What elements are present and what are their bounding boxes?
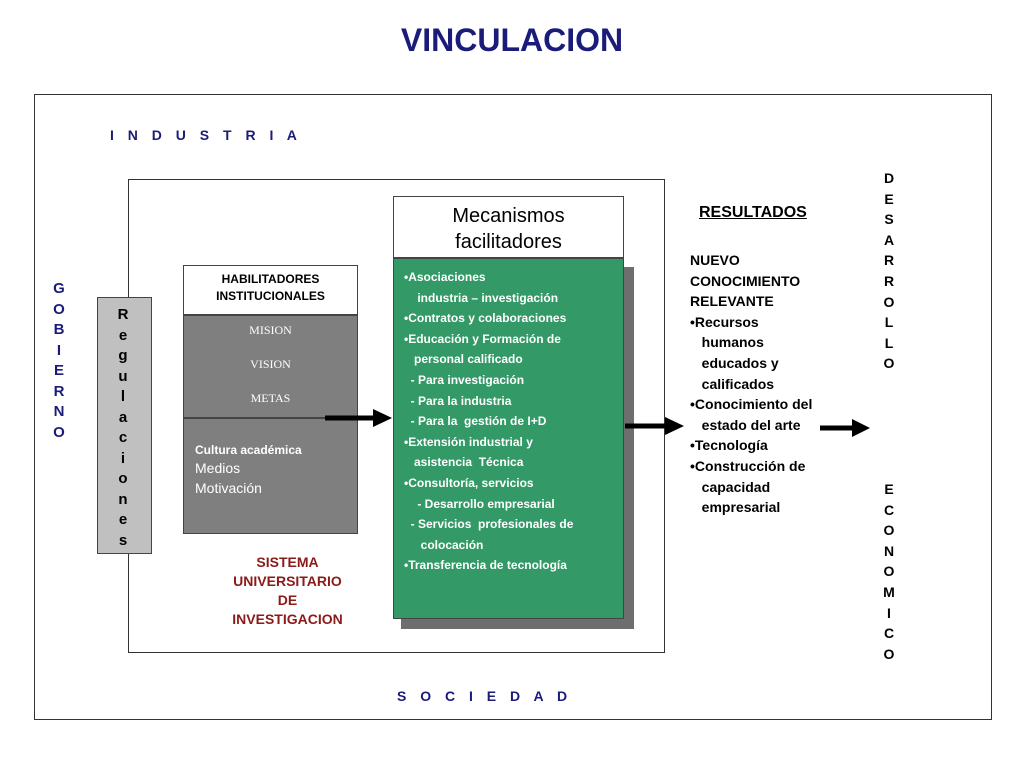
desarrollo-letter: L	[884, 314, 894, 331]
regulaciones-letter: s	[118, 531, 128, 549]
resultados-item: NUEVO	[690, 252, 740, 268]
regulaciones-letter: e	[118, 511, 128, 528]
regulaciones-letter: n	[118, 490, 128, 508]
desarrollo-letter: R	[883, 252, 895, 269]
resultados-item: calificados	[690, 375, 775, 392]
resultados-item: CONOCIMIENTO	[690, 272, 801, 289]
gobierno-letter: G	[53, 280, 65, 297]
desarrollo-letter: S	[884, 211, 894, 228]
mecanismos-item: - Para la gestión de I+D	[404, 414, 547, 429]
resultados-item: estado del arte	[690, 416, 801, 433]
resultados-item: •Construcción de	[690, 457, 806, 474]
vision-label: VISION	[250, 357, 291, 371]
gobierno-letter: O	[53, 423, 65, 441]
arrow-habilitadores-to-mecanismos	[325, 409, 392, 427]
medios-label: Medios	[195, 460, 241, 476]
sociedad-label: S O C I E D A D	[397, 688, 573, 704]
sistema-line: UNIVERSITARIO	[233, 573, 342, 589]
resultados-item: empresarial	[690, 499, 781, 516]
gobierno-letter: O	[53, 300, 65, 318]
sistema-line: DE	[277, 592, 298, 608]
gobierno-letter: N	[53, 403, 65, 420]
arrow-mecanismos-to-resultados	[625, 417, 684, 435]
resultados-item: RELEVANTE	[690, 293, 774, 310]
resultados-item: educados y	[690, 354, 779, 371]
habilitadores-header-line: HABILITADORES	[221, 272, 320, 286]
regulaciones-letter: R	[117, 306, 129, 323]
mecanismos-item: personal calificado	[404, 352, 523, 367]
regulaciones-letter: i	[120, 449, 126, 467]
desarrollo-letter: D	[883, 170, 895, 186]
mecanismos-item: colocación	[404, 537, 484, 552]
economico-letter: I	[887, 604, 891, 621]
resultados-title: RESULTADOS	[699, 204, 807, 221]
mecanismos-item: •Educación y Formación de	[404, 331, 561, 346]
economico-letter: O	[883, 563, 895, 580]
mecanismos-item: •Transferencia de tecnología	[404, 558, 567, 573]
economico-letter: N	[883, 542, 895, 559]
economico-letter: O	[883, 522, 895, 539]
page-title: VINCULACION	[400, 22, 624, 58]
mecanismos-title-line: Mecanismos	[452, 205, 565, 227]
mision-label: MISION	[249, 323, 292, 337]
arrow-resultados-to-desarrollo	[820, 419, 870, 437]
desarrollo-letter: E	[884, 190, 894, 207]
desarrollo-letter: O	[883, 293, 895, 310]
resultados-item: •Conocimiento del	[690, 396, 813, 413]
gobierno-letter: I	[56, 341, 62, 359]
desarrollo-letter: L	[884, 334, 894, 351]
gobierno-letter: E	[53, 362, 64, 379]
mecanismos-item: •Extensión industrial y	[404, 434, 533, 449]
mecanismos-item: industria – investigación	[404, 290, 559, 305]
economico-letter: C	[883, 501, 895, 518]
mecanismos-item: •Consultoría, servicios	[404, 475, 534, 490]
resultados-item: capacidad	[690, 478, 771, 495]
gobierno-letter: R	[53, 382, 65, 400]
resultados-item: humanos	[690, 334, 764, 351]
mecanismos-item: - Para la industria	[404, 393, 512, 408]
economico-letter: M	[883, 583, 895, 600]
regulaciones-letter: l	[120, 388, 126, 405]
regulaciones-letter: g	[118, 347, 128, 364]
mecanismos-title-line: facilitadores	[455, 231, 562, 253]
desarrollo-letter: O	[883, 355, 895, 372]
desarrollo-letter: A	[883, 231, 895, 248]
regulaciones-letter: c	[118, 429, 128, 446]
resultados-item: •Recursos	[690, 313, 759, 330]
mecanismos-item: - Servicios profesionales de	[404, 517, 574, 532]
regulaciones-letter: a	[118, 408, 128, 426]
economico-letter: C	[883, 625, 895, 642]
mecanismos-item: asistencia Técnica	[404, 455, 524, 470]
industria-label: I N D U S T R I A	[110, 127, 302, 143]
gobierno-letter: B	[53, 321, 65, 338]
regulaciones-letter: o	[118, 470, 128, 487]
resultados-item: •Tecnología	[690, 437, 768, 454]
regulaciones-letter: u	[118, 367, 128, 385]
motivacion-label: Motivación	[195, 480, 262, 496]
mecanismos-item: - Desarrollo empresarial	[404, 496, 555, 511]
mecanismos-item: •Asociaciones	[404, 270, 486, 284]
economico-letter: E	[884, 481, 894, 497]
metas-label: METAS	[250, 391, 291, 405]
cultura-label: Cultura académica	[195, 443, 302, 457]
mecanismos-item: •Contratos y colaboraciones	[404, 311, 567, 326]
regulaciones-letter: e	[118, 326, 128, 344]
sistema-line: SISTEMA	[256, 554, 319, 570]
mecanismos-item: - Para investigación	[404, 372, 525, 387]
sistema-line: INVESTIGACION	[232, 611, 343, 627]
habilitadores-header-line: INSTITUCIONALES	[216, 289, 325, 303]
economico-letter: O	[883, 645, 895, 662]
desarrollo-letter: R	[883, 272, 895, 289]
